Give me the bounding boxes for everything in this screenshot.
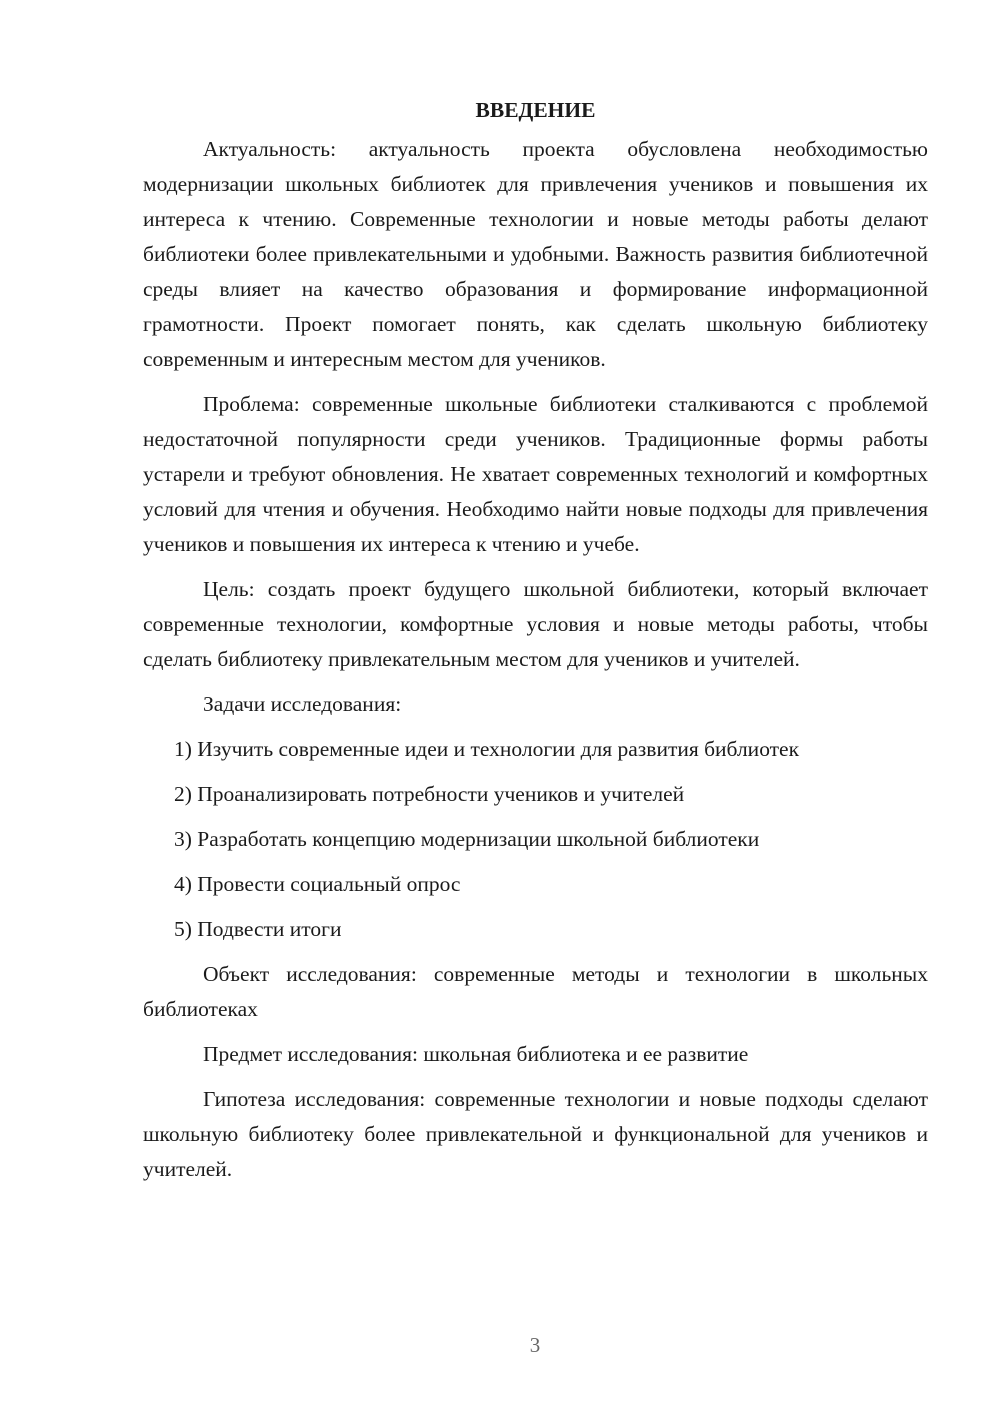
task-item: 2) Проанализировать потребности учеников и учителей <box>174 782 685 806</box>
task-item: 5) Подвести итоги <box>174 917 342 941</box>
paragraph-goal: Цель: создать проект будущего школьной библиотеки, который включает современные технологии, комфортные условия и новые методы работы, чтобы сделать библиотеку привлекательным местом для учеников и учителей. <box>143 577 928 671</box>
paragraph-problem: Проблема: современные школьные библиотеки сталкиваются с проблемой недостаточной популярности среди учеников. Традиционные формы работы устарели и требуют обновления. Не хватает современных технологий и комфортных условий для чтения и обучения. Необходимо найти новые подходы для привлечения учеников и повышения их интереса к чтению и учебе. <box>143 392 928 556</box>
paragraph-relevance: Актуальность: актуальность проекта обусловлена необходимостью модернизации школьных библиотек для привлечения учеников и повышения их интереса к чтению. Современные технологии и новые методы работы делают библиотеки более привлекательными и удобными. Важность развития библиотечной среды влияет на качество образования и формирование информационной грамотности. Проект помогает понять, как сделать школьную библиотеку современным и интересным местом для учеников. <box>143 137 928 371</box>
document-page <box>143 92 928 1197</box>
section-title: ВВЕДЕНИЕ <box>475 98 596 122</box>
tasks-list <box>143 732 928 947</box>
paragraph-object: Объект исследования: современные методы и технологии в школьных библиотеках <box>143 962 928 1021</box>
task-item: 1) Изучить современные идеи и технологии для развития библиотек <box>174 737 800 761</box>
paragraph-hypothesis: Гипотеза исследования: современные технологии и новые подходы сделают школьную библиотеку более привлекательной и функциональной для учеников и учителей. <box>143 1087 928 1181</box>
tasks-heading: Задачи исследования: <box>203 692 402 716</box>
page-number: 3 <box>529 1333 541 1357</box>
paragraph-subject: Предмет исследования: школьная библиотека и ее развитие <box>203 1042 749 1066</box>
task-item: 4) Провести социальный опрос <box>174 872 461 896</box>
task-item: 3) Разработать концепцию модернизации школьной библиотеки <box>174 827 760 851</box>
